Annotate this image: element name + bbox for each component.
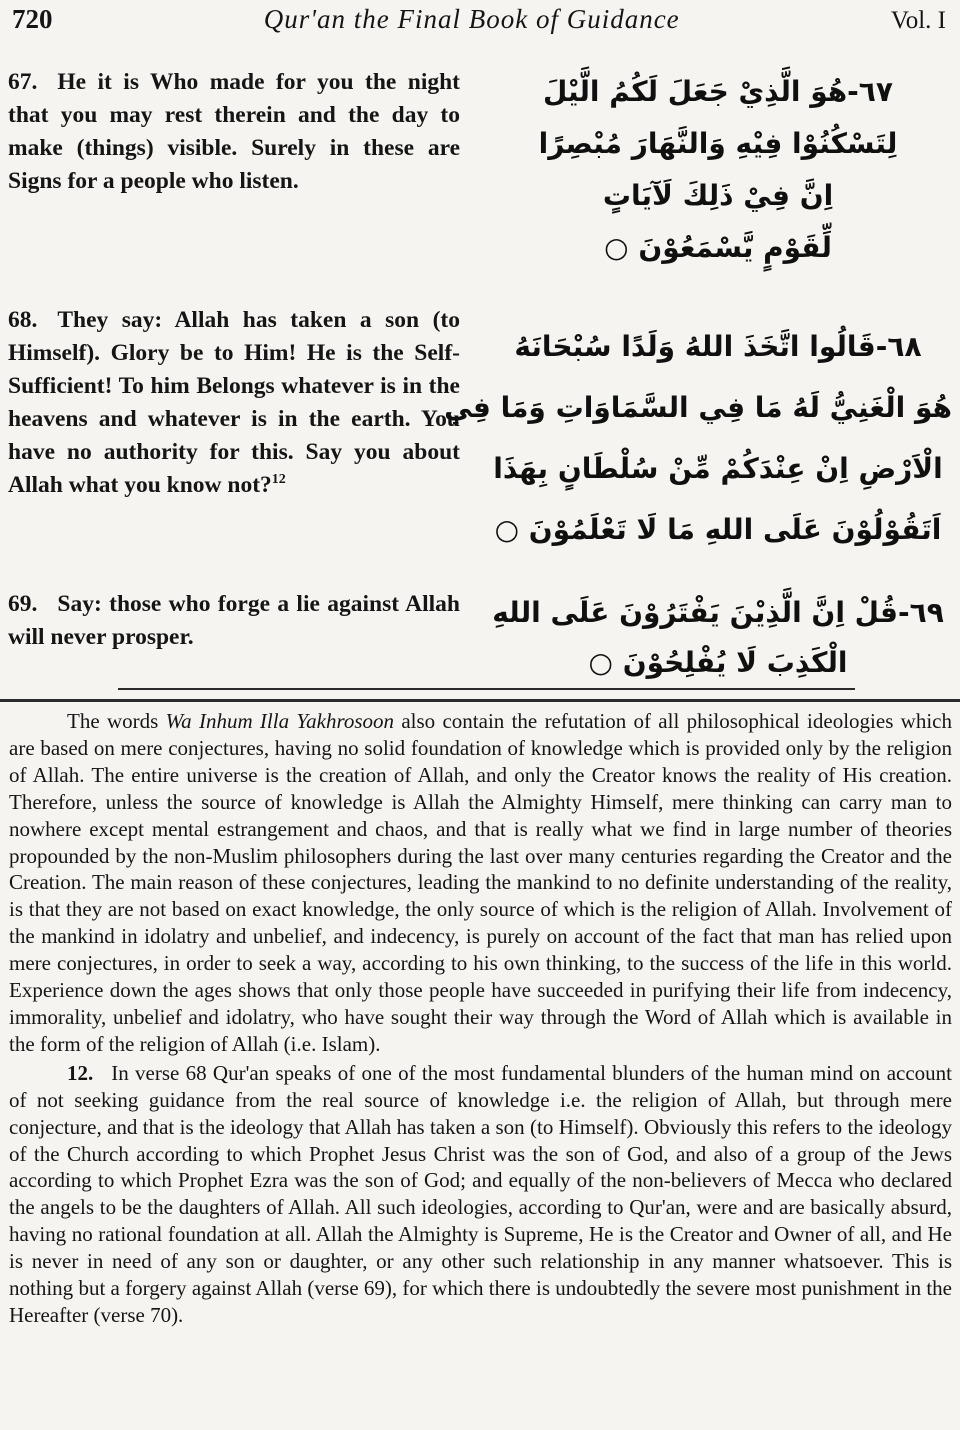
verse-68-number: 68. <box>8 307 38 333</box>
footnote-rule-short <box>118 688 855 690</box>
commentary-body: also contain the refutation of all philosophical ideologies which are based on mere conjectures, having no solid foundation of knowledge which is provided only by the religion of Allah. The entire universe is the creation of Allah, and only the Creator knows the reality of His creation. Therefore, unless the source of knowledge is Allah the Almighty Himself, mere thinking can carry man to nowhere except mental estrangement and chaos, and that is really what we find in large number of theories propounded by the non-Muslim philosophers during the last over many centuries regarding the Creator and the Creation. The main reason of these conjectures, leading the mankind to no definite understanding of the reality, is that they are not based on exact knowledge, the only source of which is the religion of Allah. Involvement of the mankind in idolatry and unbelief, and indecency, is purely on account of the fact that man has relied upon mere conjectures, in order to seek a way, according to his own thinking, to the success of the life in this world. Experience down the ages shows that only those people have succeeded in purifying their life from indecency, immorality, unbelief and idolatry, who have sought their way through the Word of Allah which is available in the form of the religion of Allah (i.e. Islam). <box>9 709 952 1056</box>
footnote-number: 12. <box>67 1060 94 1085</box>
running-title: Qur'an the Final Book of Guidance <box>263 4 680 34</box>
verse-68-english <box>8 304 460 502</box>
verse-69-english <box>8 588 460 654</box>
volume-label: Vol. I <box>890 7 946 34</box>
verses-section <box>8 62 952 688</box>
arabic-line: اَتَقُوْلُوْنَ عَلَى اللهِ مَا لَا تَعْلَمُوْنَ ○ <box>494 513 942 546</box>
footnote-reference: 12 <box>271 472 286 488</box>
commentary-lead: The words <box>67 709 166 733</box>
page-number: 720 <box>12 4 53 34</box>
verse-68-translation: They say: Allah has taken a son (to Himself). Glory be to Him! He is the Self-Sufficient! To him Belongs whatever is in the heavens and whatever is in the earth. You have no authority for this. Say you about Allah what you know not? <box>8 307 460 498</box>
verse-row-67 <box>8 66 952 274</box>
arabic-line: هُوَ الْغَنِيُّ لَهُ مَا فِي السَّمَاوَاتِ وَمَا فِي <box>444 391 952 424</box>
arabic-line: الْاَرْضِ اِنْ عِنْدَكُمْ مِّنْ سُلْطَانٍ بِهَذَا <box>493 452 943 485</box>
verse-69-number: 69. <box>8 591 38 617</box>
verse-67-english <box>8 66 460 198</box>
arabic-line: ٦٧-هُوَ الَّذِيْ جَعَلَ لَكُمُ الَّيْلَ <box>543 75 893 108</box>
verse-69-translation: Say: those who forge a lie against Allah will never prosper. <box>8 591 460 650</box>
footnote-text: In verse 68 Qur'an speaks of one of the most fundamental blunders of the human mind on account of not seeking guidance from the real source of knowledge i.e. the religion of Allah, but through mere conjecture, and that is the ideology that Allah has taken a son (to Himself). Obviously this refers to the ideology of the Church according to which Prophet Jesus Christ was the son of God, and also of a group of the Jews according to which Prophet Ezra was the son of God; and equally of the non-believers of Mecca who declared the angels to be the daughters of Allah. All such ideologies, according to Qur'an, were and are basically absurd, having no rational foundation at all. Allah the Almighty is Supreme, He is the Creator and Owner of all, and He is never in need of any son or daughter, or any other such relationship in any manner whatsoever. This is nothing but a forgery against Allah (verse 69), for which there is undoubtedly the severe most punishment in the Hereafter (verse 70). <box>9 1060 952 1327</box>
arabic-line: ٦٩-قُلْ اِنَّ الَّذِيْنَ يَفْتَرُوْنَ عَلَى اللهِ <box>492 596 944 629</box>
commentary-paragraph-2 <box>9 1060 952 1329</box>
page-header <box>12 4 946 35</box>
arabic-line: اِنَّ فِيْ ذَلِكَ لَآيَاتٍ <box>602 179 834 212</box>
verse-67-arabic <box>484 66 952 274</box>
verse-69-arabic <box>484 588 952 688</box>
arabic-line: الْكَذِبَ لَا يُفْلِحُوْنَ ○ <box>588 646 848 679</box>
verse-row-68 <box>8 304 952 560</box>
transliteration-phrase: Wa Inhum Illa Yakhrosoon <box>165 709 395 733</box>
verse-67-number: 67. <box>8 69 38 95</box>
footnote-rule-long <box>0 699 960 702</box>
arabic-line: ٦٨-قَالُوا اتَّخَذَ اللهُ وَلَدًا سُبْحَانَهُ <box>514 330 922 363</box>
commentary-paragraph-1 <box>9 708 952 1058</box>
arabic-line: لِّقَوْمٍ يَّسْمَعُوْنَ ○ <box>604 231 832 264</box>
verse-67-translation: He it is Who made for you the night that you may rest therein and the day to make (things) visible. Surely in these are Signs for a people who listen. <box>8 69 460 194</box>
verse-68-arabic <box>444 304 952 560</box>
verse-row-69 <box>8 588 952 688</box>
commentary-section <box>9 708 952 1329</box>
arabic-line: لِتَسْكُنُوْا فِيْهِ وَالنَّهَارَ مُبْصِرًا <box>538 127 898 160</box>
